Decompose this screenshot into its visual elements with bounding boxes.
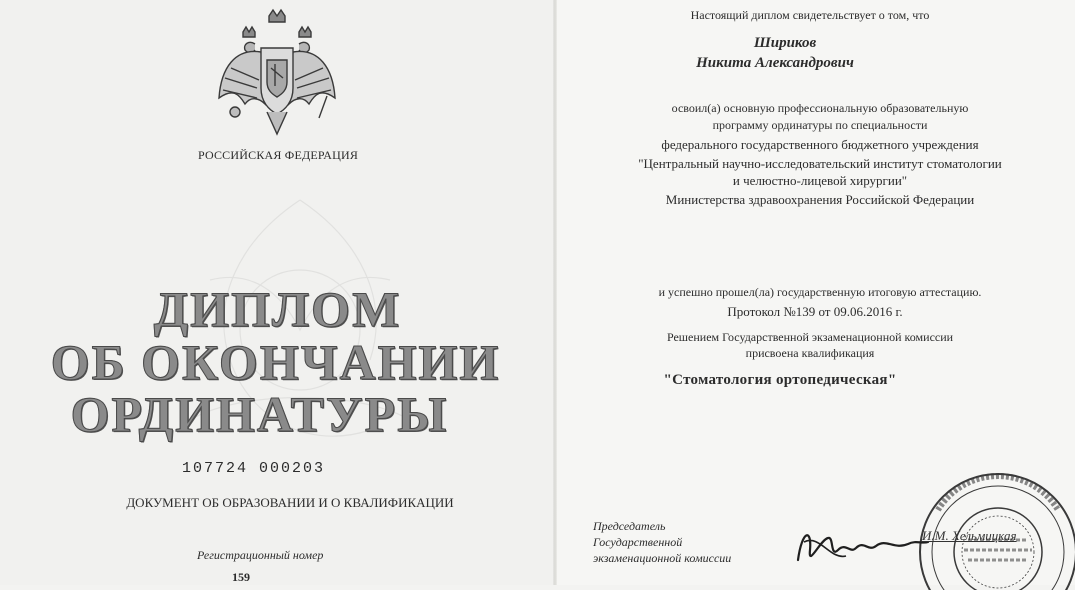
- body-line: Министерства здравоохранения Российской Федерации: [665, 192, 975, 207]
- signature-icon: [790, 520, 930, 575]
- coat-of-arms-icon: [215, 8, 339, 140]
- serial-number: 107724 000203: [182, 460, 326, 477]
- diploma-title-line-2: ОБ ОКОНЧАНИИ: [50, 334, 501, 390]
- diploma-title-line-1: ДИПЛОМ: [153, 281, 402, 337]
- diploma-title-line-3: ОРДИНАТУРЫ: [70, 386, 449, 442]
- graduate-given-names: Никита Александрович: [696, 55, 854, 71]
- chair-title-line: экзаменационной комиссии: [593, 551, 732, 565]
- body-line: федерального государственного бюджетного учреждения: [661, 137, 979, 152]
- registration-number: 159: [232, 570, 250, 584]
- decision-line: Решением Государственной экзаменационной комиссии: [666, 330, 954, 344]
- document-label: ДОКУМЕНТ ОБ ОБРАЗОВАНИИ И О КВАЛИФИКАЦИИ: [126, 495, 454, 510]
- chair-title-line: Председатель: [593, 519, 666, 533]
- chair-title-line: Государственной: [593, 535, 683, 549]
- signer-name: И.М. Хельмицкая: [922, 528, 1017, 543]
- body-line: освоил(а) основную профессиональную образовательную: [671, 101, 969, 115]
- attestation-text: и успешно прошел(ла) государственную итоговую аттестацию.: [658, 285, 982, 299]
- body-line: и челюстно-лицевой хирургии": [732, 173, 908, 188]
- registration-label: Регистрационный номер: [197, 548, 324, 562]
- decision-line: присвоена квалификация: [745, 346, 875, 360]
- qualification: "Стоматология ортопедическая": [663, 372, 897, 388]
- intro-text: Настоящий диплом свидетельствует о том, что: [690, 8, 930, 22]
- body-line: программу ординатуры по специальности: [712, 118, 928, 132]
- graduate-surname: Шириков: [753, 35, 817, 51]
- country-name: РОССИЙСКАЯ ФЕДЕРАЦИЯ: [197, 148, 359, 162]
- protocol-text: Протокол №139 от 09.06.2016 г.: [727, 304, 903, 319]
- body-line: "Центральный научно-исследовательский институт стоматологии: [638, 156, 1002, 171]
